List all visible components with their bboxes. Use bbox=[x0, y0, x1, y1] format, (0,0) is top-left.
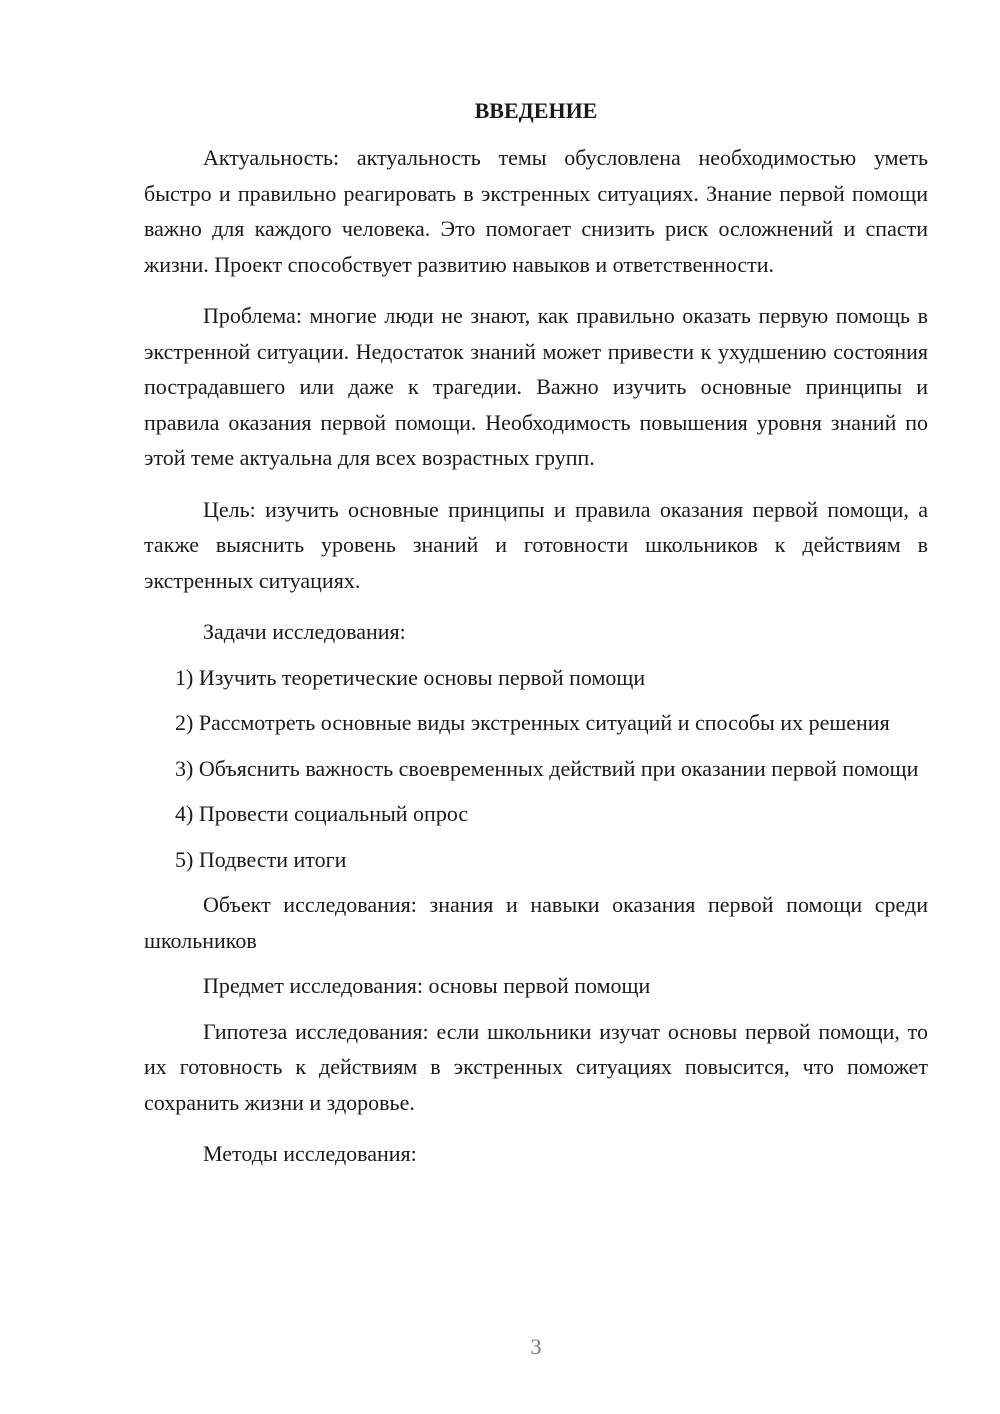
task-item: 5) Подвести итоги bbox=[175, 846, 347, 872]
task-item: 4) Провести социальный опрос bbox=[175, 801, 469, 826]
paragraph-methods: Методы исследования: bbox=[203, 1141, 417, 1166]
page-content bbox=[144, 94, 928, 1188]
page-number: 3 bbox=[530, 1334, 542, 1359]
task-item: 1) Изучить теоретические основы первой помощи bbox=[175, 664, 646, 690]
tasks-list bbox=[144, 660, 928, 878]
task-item: 2) Рассмотреть основные виды экстренных ситуаций и способы их решения bbox=[175, 710, 890, 735]
paragraph-object: Объект исследования: знания и навыки оказания первой помощи среди школьников bbox=[144, 892, 928, 953]
paragraph-problem: Проблема: многие люди не знают, как правильно оказать первую помощь в экстренной ситуации. Недостаток знаний может привести к ухудшению состояния пострадавшего или даже к трагедии. Важно изучить основные принципы и правила оказания первой помощи. Необходимость повышения уровня знаний по этой теме актуальна для всех возрастных групп. bbox=[144, 303, 928, 470]
paragraph-tasks-heading: Задачи исследования: bbox=[203, 619, 406, 644]
paragraph-subject: Предмет исследования: основы первой помощи bbox=[203, 973, 651, 998]
task-item: 3) Объяснить важность своевременных действий при оказании первой помощи bbox=[175, 755, 919, 781]
paragraph-hypothesis: Гипотеза исследования: если школьники изучат основы первой помощи, то их готовность к действиям в экстренных ситуациях повысится, что поможет сохранить жизни и здоровье. bbox=[144, 1018, 928, 1115]
section-title: ВВЕДЕНИЕ bbox=[474, 98, 598, 123]
paragraph-goal: Цель: изучить основные принципы и правила оказания первой помощи, а также выяснить уровень знаний и готовности школьников к действиям в экстренных ситуациях. bbox=[144, 496, 928, 593]
paragraph-relevance: Актуальность: актуальность темы обусловлена необходимостью уметь быстро и правильно реагировать в экстренных ситуациях. Знание первой помощи важно для каждого человека. Это помогает снизить риск осложнений и спасти жизни. Проект способствует развитию навыков и ответственности. bbox=[144, 145, 928, 277]
